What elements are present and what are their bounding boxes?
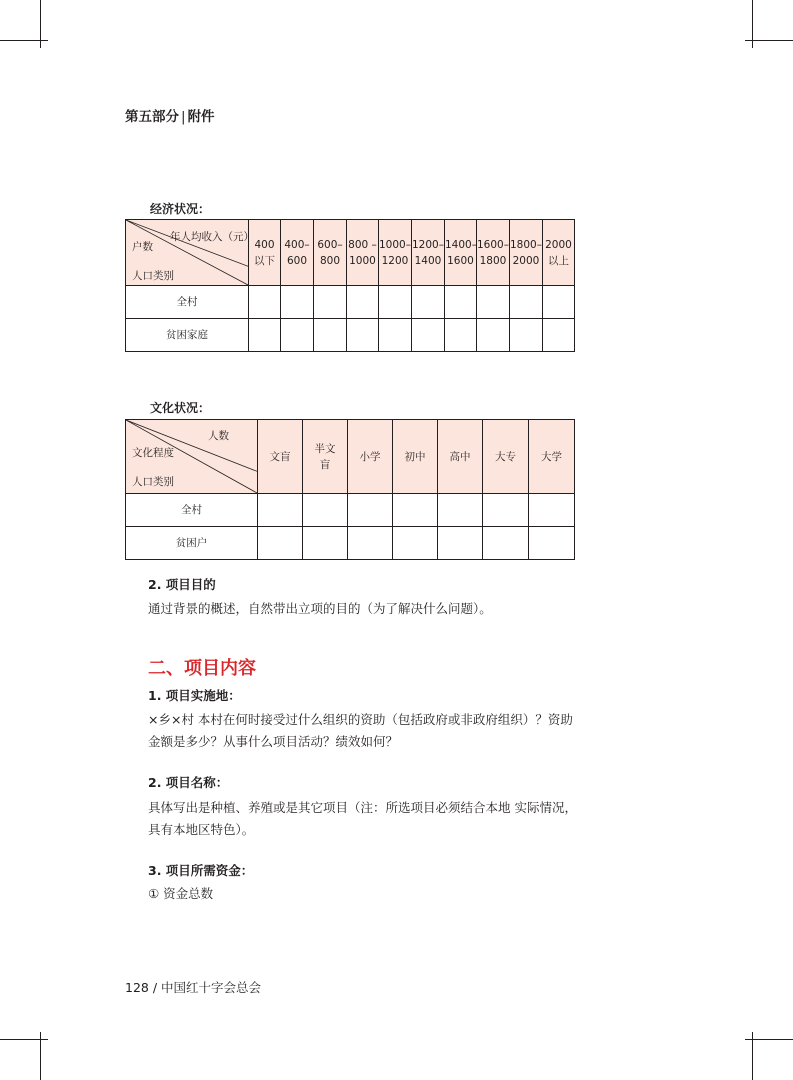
page-footer — [125, 978, 261, 996]
column-header: 600– 800 — [314, 220, 347, 286]
economic-caption: 经济状况： — [150, 202, 211, 216]
row-label: 全村 — [126, 494, 258, 527]
header-part: 第五部分 — [125, 109, 179, 125]
column-header: 1000– 1200 — [379, 220, 412, 286]
culture-table — [125, 419, 575, 560]
row-label: 全村 — [126, 286, 249, 319]
corner-label-top: 人数 — [208, 430, 229, 442]
table-row — [126, 494, 575, 527]
column-header: 文盲 — [258, 420, 303, 494]
crop-mark — [0, 1039, 48, 1040]
purpose-heading: 2. 项目目的 — [148, 577, 216, 592]
culture-caption: 文化状况： — [150, 401, 211, 415]
item2-text: 具体写出是种植、养殖或是其它项目（注：所选项目必须结合本地 实际情况，具有本地区特色）。 — [148, 800, 577, 837]
corner-label-middle: 文化程度 — [132, 447, 174, 459]
footer-separator: / — [152, 980, 158, 995]
running-header — [125, 105, 215, 125]
footer-org: 中国红十字会总会 — [161, 980, 262, 995]
column-header: 1200– 1400 — [412, 220, 445, 286]
header-separator: | — [181, 109, 186, 125]
table-row — [126, 286, 575, 319]
corner-label-middle: 户数 — [132, 241, 153, 253]
item3-sub: ① 资金总数 — [148, 886, 214, 901]
table-row — [126, 527, 575, 560]
purpose-text: 通过背景的概述，自然带出立项的目的（为了解决什么问题）。 — [148, 601, 492, 616]
column-header: 高中 — [438, 420, 483, 494]
economic-corner-cell — [126, 220, 254, 286]
row-label: 贫困户 — [126, 527, 258, 560]
column-header: 小学 — [348, 420, 393, 494]
crop-mark — [0, 40, 48, 41]
column-header: 400– 600 — [281, 220, 314, 286]
column-header: 初中 — [393, 420, 438, 494]
item2-heading: 2. 项目名称： — [148, 775, 229, 790]
item3-heading: 3. 项目所需资金： — [148, 863, 254, 878]
corner-label-bottom: 人口类别 — [132, 476, 174, 488]
column-header: 大学 — [529, 420, 575, 494]
column-header: 半文 盲 — [303, 420, 348, 494]
item1-text: ×乡×村 本村在何时接受过什么组织的资助（包括政府或非政府组织）？资助金额是多少？从事什么项目活动？绩效如何？ — [148, 712, 573, 749]
column-header: 大专 — [483, 420, 529, 494]
column-header: 1600– 1800 — [477, 220, 510, 286]
table-row — [126, 319, 575, 352]
column-header: 2000 以上 — [543, 220, 575, 286]
page-number: 128 — [125, 980, 149, 995]
culture-corner-cell — [126, 420, 258, 494]
crop-mark — [745, 40, 793, 41]
column-header: 1400– 1600 — [445, 220, 477, 286]
column-header: 400 以下 — [249, 220, 281, 286]
crop-mark — [745, 1039, 793, 1040]
section-title: 二、项目内容 — [148, 658, 256, 679]
column-header: 800 – 1000 — [347, 220, 379, 286]
header-title: 附件 — [187, 109, 215, 125]
item1-heading: 1. 项目实施地： — [148, 688, 241, 703]
economic-table — [125, 219, 575, 352]
column-header: 1800– 2000 — [510, 220, 543, 286]
row-label: 贫困家庭 — [126, 319, 249, 352]
corner-label-top: 年人均收入（元） — [170, 231, 254, 243]
corner-label-bottom: 人口类别 — [132, 270, 174, 282]
